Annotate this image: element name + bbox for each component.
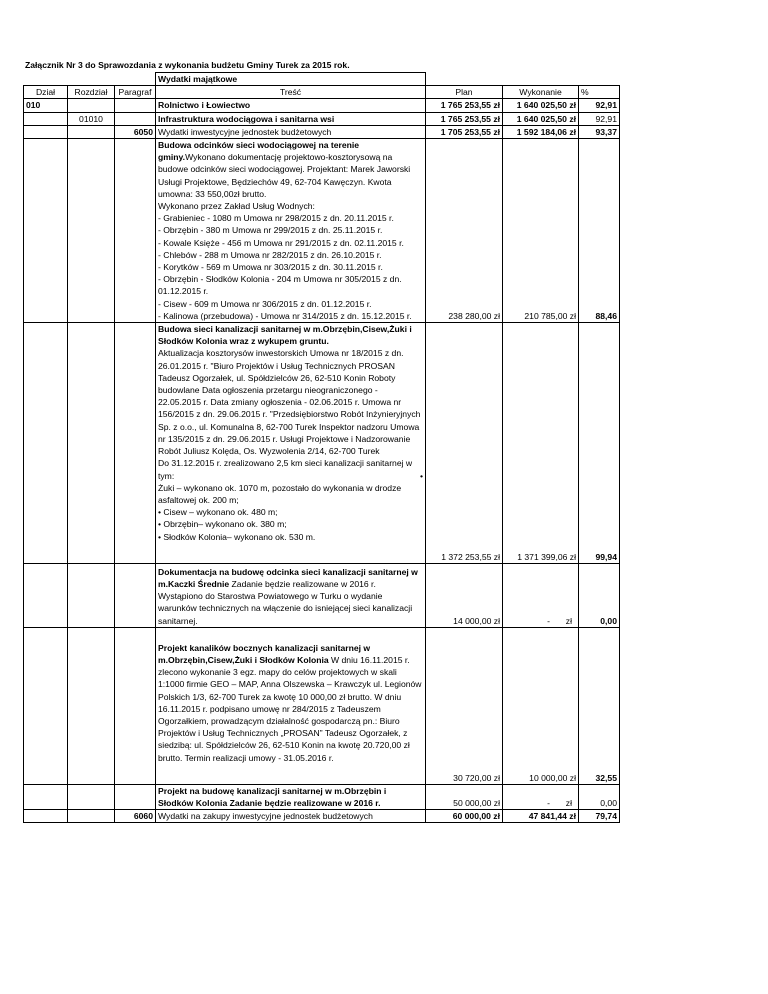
task-wykonanie bbox=[503, 563, 579, 627]
paragraf-plan: 1 705 253,55 zł bbox=[426, 125, 503, 138]
rozdzial-plan: 1 765 253,55 zł bbox=[426, 112, 503, 125]
rozdzial-wykonanie: 1 640 025,50 zł bbox=[503, 112, 579, 125]
dash: - bbox=[547, 615, 550, 626]
paragraf-code: 6050 bbox=[115, 125, 156, 138]
task-plan: 30 720,00 zł bbox=[426, 627, 503, 784]
task-pct: 32,55 bbox=[579, 627, 620, 784]
paragraf-wykonanie: 47 841,44 zł bbox=[503, 810, 579, 823]
table-row bbox=[24, 99, 620, 112]
table-row bbox=[24, 125, 620, 138]
subtitle: Wydatki majątkowe bbox=[156, 73, 426, 86]
task-line: - Cisew - 609 m Umowa nr 306/2015 z dn. 01.12.2015 r. bbox=[158, 298, 372, 309]
task-wykonanie bbox=[503, 784, 579, 809]
task-line: Wykonano przez Zakład Usług Wodnych: bbox=[158, 201, 315, 212]
paragraf-pct: 93,37 bbox=[579, 125, 620, 138]
task-wykonanie: 10 000,00 zł bbox=[503, 627, 579, 784]
task-line: - Kalinowa (przebudowa) - Umowa nr 314/2015 z dn. 15.12.2015 r. bbox=[158, 310, 412, 321]
header-dzial: Dział bbox=[24, 86, 68, 99]
task-pct: 88,46 bbox=[579, 139, 620, 323]
task-text: Wykonano dokumentację projektowo-kosztorysową na budowe odcinków sieci wodociągowej. Projektant: Marek Jaworski Usługi Projektowe, Będziechów 49, 62-704 Kawęczyn. Kwota umowna: 33 550,00zł brutto. bbox=[158, 152, 411, 199]
rozdzial-title: Infrastruktura wodociągowa i sanitarna wsi bbox=[156, 112, 426, 125]
task-title: Budowa odcinków sieci wodociągowej na terenie gminy. bbox=[158, 140, 360, 163]
paragraf-pct: 79,74 bbox=[579, 810, 620, 823]
task-title: Dokumentacja na budowę odcinka sieci kanalizacji sanitarnej w m.Kaczki Średnie bbox=[158, 566, 418, 589]
table-row bbox=[24, 627, 620, 784]
task-plan: 1 372 253,55 zł bbox=[426, 323, 503, 564]
task-description bbox=[156, 139, 426, 323]
table-row bbox=[24, 112, 620, 125]
header-paragraf: Paragraf bbox=[115, 86, 156, 99]
task-wykonanie: 1 371 399,06 zł bbox=[503, 323, 579, 564]
task-line: - Chlebów - 288 m Umowa nr 282/2015 z dn. 26.10.2015 r. bbox=[158, 249, 382, 260]
task-plan: 14 000,00 zł bbox=[426, 563, 503, 627]
task-line: - Obrzębin - Słodków Kolonia - 204 m Umowa nr 305/2015 z dn. 01.12.2015 r. bbox=[158, 274, 402, 297]
dash: - bbox=[547, 797, 550, 808]
task-line: - Grabieniec - 1080 m Umowa nr 298/2015 z dn. 20.11.2015 r. bbox=[158, 213, 394, 224]
header-plan: Plan bbox=[426, 86, 503, 99]
expenses-table bbox=[23, 72, 620, 823]
rozdzial-pct: 92,91 bbox=[579, 112, 620, 125]
task-text: Zadanie będzie realizowane w 2016 r. Wystąpiono do Starostwa Powiatowego w Turku o wydanie warunków technicznych na włączenie do isniejącej sieci kanalizacji sanitarnej. bbox=[158, 578, 413, 626]
task-line: - Obrzębin - 380 m Umowa nr 299/2015 z dn. 25.11.2015 r. bbox=[158, 225, 383, 236]
unit: zł bbox=[565, 797, 572, 808]
header-rozdzial: Rozdział bbox=[68, 86, 115, 99]
paragraf-plan: 60 000,00 zł bbox=[426, 810, 503, 823]
table-row bbox=[24, 323, 620, 564]
task-line: • Cisew – wykonano ok. 480 m; bbox=[158, 507, 278, 518]
header-wykonanie: Wykonanie bbox=[503, 86, 579, 99]
dzial-pct: 92,91 bbox=[579, 99, 620, 112]
header-pct: % bbox=[579, 86, 620, 99]
table-row bbox=[24, 139, 620, 323]
dzial-code: 010 bbox=[24, 99, 68, 112]
subtitle-row bbox=[24, 73, 620, 86]
paragraf-wykonanie: 1 592 184,06 zł bbox=[503, 125, 579, 138]
task-pct: 99,94 bbox=[579, 323, 620, 564]
task-title: Projekt na budowę kanalizacji sanitarnej w m.Obrzębin i Słodków Kolonia Zadanie będzie realizowane w 2016 r. bbox=[156, 784, 426, 809]
task-title: Projekt kanalików bocznych kanalizacji sanitarnej w m.Obrzębin,Cisew,Żuki i Słodków Kolonia bbox=[158, 642, 371, 665]
bullet: • bbox=[419, 470, 423, 481]
dzial-wykonanie: 1 640 025,50 zł bbox=[503, 99, 579, 112]
task-line: • Słodków Kolonia– wykonano ok. 530 m. bbox=[158, 531, 316, 542]
task-line: - Kowale Księże - 456 m Umowa nr 291/2015 z dn. 02.11.2015 r. bbox=[158, 237, 404, 248]
task-text: Aktualizacja kosztorysów inwestorskich Umowa nr 18/2015 z dn. 26.01.2015 r. "Biuro Projektów i Usług Technicznych PROSAN Tadeusz Ogorzałek, ul. Spółdzielców 26, 62-510 Konin Roboty budowlane Data ogłoszenia przetargu nieograniczonego - 22.05.2015 r. Data zmiany ogłoszenia - 02.06.2015 r. Umowa nr 156/2015 z dn. 29.06.2015 r. "Przedsiębiorstwo Robót Inżynieryjnych Sp. z o.o., ul. Komunalna 8, 62-700 Turek Inspektor nadzoru Umowa nr 135/2015 z dn. 29.06.2015 r. Usługi Projektowe i Nadzorowanie Robót Juliusz Kolęda, Os. Wyzwolenia 2/14, 62-700 Turek bbox=[158, 348, 421, 457]
task-plan: 50 000,00 zł bbox=[426, 784, 503, 809]
header-row bbox=[24, 86, 620, 99]
task-summary-text: Do 31.12.2015 r. zrealizowano 2,5 km sieci kanalizacji sanitarnej w tym: bbox=[158, 458, 413, 481]
task-line: - Korytków - 569 m Umowa nr 303/2015 z dn. 30.11.2015 r. bbox=[158, 262, 383, 273]
rozdzial-code: 01010 bbox=[68, 112, 115, 125]
table-row bbox=[24, 810, 620, 823]
task-pct: 0,00 bbox=[579, 563, 620, 627]
table-row bbox=[24, 784, 620, 809]
paragraf-title: Wydatki inwestycyjne jednostek budżetowych bbox=[156, 125, 426, 138]
paragraf-title: Wydatki na zakupy inwestycyjne jednostek budżetowych bbox=[156, 810, 426, 823]
task-summary bbox=[158, 457, 423, 481]
task-text: W dniu 16.11.2015 r. zlecono wykonanie 3 egz. mapy do celów projektowych w skali 1:1000 firmie GEO – MAP, Anna Olszewska – Krawczyk ul. Legionów Polskich 1/3, 62-700 Turek za kwotę 10 000,00 zł brutto. W dniu 16.11.2015 r. podpisano umowę nr 284/2015 z Tadeuszem Ogorzałkiem, prowadzącym działalność gospodarczą pn.: Biuro Projektów i Usług Technicznych „PROSAN” Tadeusz Ogorzałek, z siedzibą: ul. Spółdzielców 26, 62-510 Konin na kwotę 20.720,00 zł brutto. Termin realizacji umowy - 31.05.2016 r. bbox=[158, 654, 422, 763]
task-wykonanie: 210 785,00 zł bbox=[503, 139, 579, 323]
table-row bbox=[24, 563, 620, 627]
unit: zł bbox=[565, 615, 572, 626]
task-line: • Obrzębin– wykonano ok. 380 m; bbox=[158, 519, 287, 530]
task-pct: 0,00 bbox=[579, 784, 620, 809]
task-line: Żuki – wykonano ok. 1070 m, pozostało do wykonania w drodze asfaltowej ok. 200 m; bbox=[158, 482, 402, 505]
dzial-title: Rolnictwo i Łowiectwo bbox=[156, 99, 426, 112]
header-tresc: Treść bbox=[156, 86, 426, 99]
paragraf-code: 6060 bbox=[115, 810, 156, 823]
task-description bbox=[156, 627, 426, 784]
dzial-plan: 1 765 253,55 zł bbox=[426, 99, 503, 112]
task-title: Budowa sieci kanalizacji sanitarnej w m.Obrzębin,Cisew,Żuki i Słodków Kolonia wraz z wykupem gruntu. bbox=[158, 324, 412, 347]
document-title: Załącznik Nr 3 do Sprawozdania z wykonania budżetu Gminy Turek za 2015 rok. bbox=[25, 60, 350, 70]
task-plan: 238 280,00 zł bbox=[426, 139, 503, 323]
task-description bbox=[156, 563, 426, 627]
task-description bbox=[156, 323, 426, 564]
